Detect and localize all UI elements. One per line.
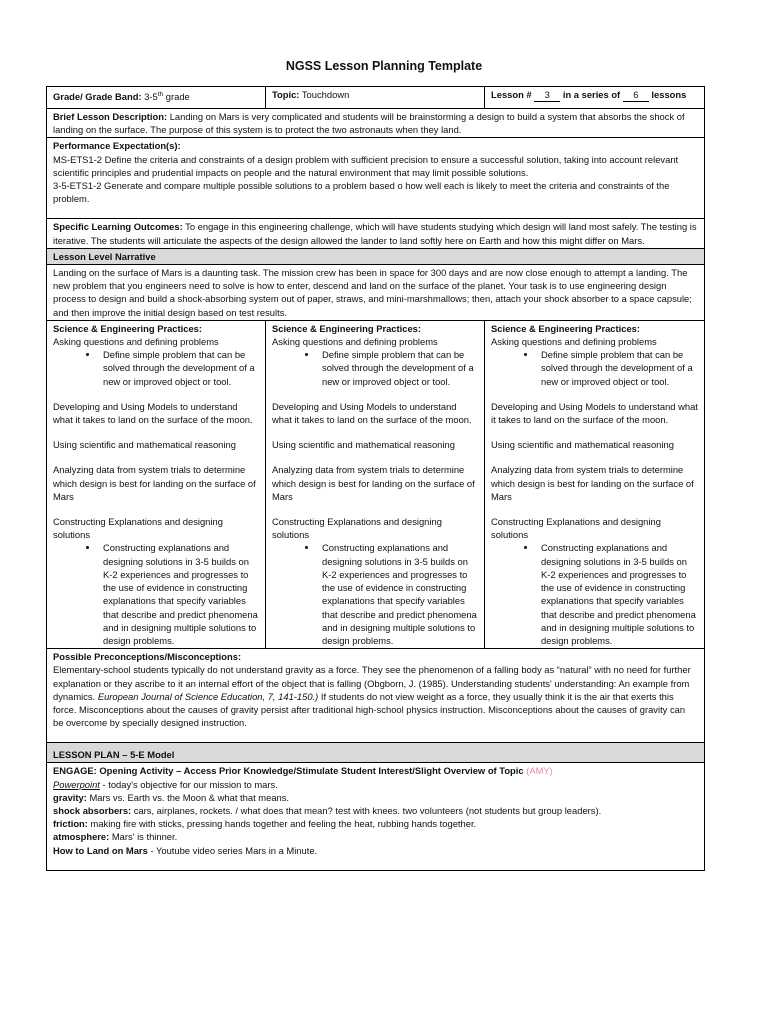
friction-line xyxy=(53,817,698,830)
atmosphere-label: atmosphere: xyxy=(53,831,110,843)
engage-tag: (AMY) xyxy=(526,765,553,777)
preconceptions-citation: European Journal of Science Education, 7, 141-150.) xyxy=(97,690,319,702)
narrative-text: Landing on the surface of Mars is a daunting task. The mission crew has been in space for 300 days and are now close enough to attempt a landing. The new problem that you engineers need to solve is how to enter, descend and land on the surface of the planet. Your task is to use engineering design process to design and build a shock-absorbing system out of paper, straws, and mini-marshmallows; then, attach your shock absorber to a space capsule; and then improve the initial design based on test results. xyxy=(53,267,692,318)
narrative-cell xyxy=(47,265,705,321)
brief-label: Brief Lesson Description: xyxy=(53,111,168,122)
land-label: How to Land on Mars xyxy=(53,844,148,856)
friction-text: making fire with sticks, pressing hands together and feeling the heat, rubbing hands together. xyxy=(87,818,477,830)
grade-sup: th xyxy=(157,91,164,98)
outcomes-cell xyxy=(47,219,705,248)
practices-heading: Science & Engineering Practices: xyxy=(53,322,203,334)
series-text: in a series of xyxy=(562,89,621,100)
practice-constructing: Constructing Explanations and designing solutions xyxy=(53,516,223,541)
narrative-heading: Lesson Level Narrative xyxy=(47,248,705,264)
narrative-row xyxy=(47,265,705,321)
brief-text: Landing on Mars is very complicated and students will be brainstorming a design to build a system that absorbs the shock of landing on the surface. The purpose of this system is to protect the two astronauts when they land. xyxy=(53,111,685,136)
practices-column-3 xyxy=(485,320,705,648)
practice-analyzing: Analyzing data from system trials to determine which design is best for landing on the surface of Mars xyxy=(491,464,694,502)
page-title: NGSS Lesson Planning Template xyxy=(285,59,483,73)
atmosphere-text: Mars' is thinner. xyxy=(109,831,178,843)
practice-asking: Asking questions and defining problems xyxy=(272,336,438,348)
header-row xyxy=(47,87,705,109)
practice-asking-bullet: • Define simple problem that can be solved through the development of a new or improved object or tool. xyxy=(537,348,698,388)
lesson-plan-heading-row xyxy=(47,743,705,763)
engage-label: ENGAGE: xyxy=(53,765,97,777)
practices-column-1 xyxy=(47,320,266,648)
practice-models: Developing and Using Models to understand what it takes to land on the surface of the moon. xyxy=(491,400,698,426)
lesson-plan-heading: LESSON PLAN – 5-E Model xyxy=(47,743,705,763)
topic-label: Topic: xyxy=(272,89,300,100)
powerpoint-line xyxy=(53,778,698,791)
gravity-text: Mars vs. Earth vs. the Moon & what that means. xyxy=(86,791,290,803)
preconceptions-text-2: If students do not view weight as a force, they usually think it is the air that exerts this force. Misconceptions about the causes of gravity persist after traditional high-school physics instruction. Misconceptions about the causes of gravity can be overcome by specially designed instruction. xyxy=(53,690,686,729)
shock-line xyxy=(53,804,698,817)
preconceptions-text: Elementary-school students typically do not understand gravity as a force. They see the phenomenon of a falling body as “natural” with no need for further explanation or they ascribe to it an internal effort of the object that is falling (Obgborn, J. (1985). Understanding students' understanding: An example from dynamics. xyxy=(53,664,691,702)
outcomes-row xyxy=(47,219,705,248)
performance-row xyxy=(47,138,705,219)
grade-value: 3-5 xyxy=(144,91,158,103)
outcomes-text: To engage in this engineering challenge, which will have students studying which design will land most safely. The testing is iterative. The students will articulate the aspects of the design allowed the lander to land softly here on Earth and how this might differ on Mars. xyxy=(53,221,697,246)
practice-models: Developing and Using Models to understand what it takes to land on the surface of the moon. xyxy=(272,400,472,426)
performance-line-2: 3-5-ETS1-2 Generate and compare multiple possible solutions to a problem based o how well each is likely to meet the criteria and constraints of the problem. xyxy=(53,180,670,205)
brief-cell xyxy=(47,109,705,138)
outcomes-label: Specific Learning Outcomes: xyxy=(53,221,183,233)
practice-models: Developing and Using Models to understand what it takes to land on the surface of the moon. xyxy=(53,400,253,426)
practices-heading: Science & Engineering Practices: xyxy=(491,322,641,334)
powerpoint-label: Powerpoint xyxy=(53,778,100,790)
practice-math: Using scientific and mathematical reasoning xyxy=(53,439,236,451)
preconceptions-label: Possible Preconceptions/Misconceptions: xyxy=(53,651,242,663)
practice-analyzing: Analyzing data from system trials to determine which design is best for landing on the surface of Mars xyxy=(53,464,256,502)
land-line xyxy=(53,844,698,857)
practice-constructing: Constructing Explanations and designing solutions xyxy=(272,516,442,541)
grade-label: Grade/ Grade Band: xyxy=(53,91,142,103)
performance-line-1: MS-ETS1-2 Define the criteria and constraints of a design problem with sufficient precision to ensure a successful solution, taking into account relevant scientific principles and prudential impacts on people and the natural environment that may limit possible solutions. xyxy=(53,153,679,178)
lesson-number: 3 xyxy=(534,88,560,102)
practice-asking-bullet: • Define simple problem that can be solved through the development of a new or improved object or tool. xyxy=(318,348,478,388)
series-count: 6 xyxy=(623,88,649,102)
gravity-line xyxy=(53,791,698,804)
engage-row xyxy=(47,763,705,870)
practice-constructing: Constructing Explanations and designing solutions xyxy=(491,516,661,541)
preconceptions-cell xyxy=(47,649,705,743)
atmosphere-line xyxy=(53,830,698,843)
friction-label: friction: xyxy=(53,818,88,830)
practice-math: Using scientific and mathematical reasoning xyxy=(491,439,674,451)
topic-value: Touchdown xyxy=(301,89,350,100)
practice-math: Using scientific and mathematical reasoning xyxy=(272,439,455,451)
lessons-text: lessons xyxy=(651,89,687,100)
powerpoint-text: - today's objective for our mission to mars. xyxy=(99,778,278,790)
gravity-label: gravity: xyxy=(53,791,87,803)
engage-cell xyxy=(47,763,705,870)
practice-asking: Asking questions and defining problems xyxy=(53,336,219,348)
brief-row xyxy=(47,109,705,138)
preconceptions-row xyxy=(47,649,705,743)
practice-asking-bullet: • Define simple problem that can be solved through the development of a new or improved object or tool. xyxy=(99,348,259,388)
practice-constructing-bullet: • Constructing explanations and designing solutions in 3-5 builds on K-2 experiences and progresses to the use of evidence in constructing explanations that specify variables that describe and predict phenomena and in designing multiple solutions to design problems. xyxy=(99,541,259,647)
land-text: - Youtube video series Mars in a Minute. xyxy=(147,844,318,856)
practice-analyzing: Analyzing data from system trials to determine which design is best for landing on the surface of Mars xyxy=(272,464,475,502)
performance-label: Performance Expectation(s): xyxy=(53,140,181,152)
practices-row xyxy=(47,320,705,648)
lesson-cell xyxy=(485,87,705,109)
practice-asking: Asking questions and defining problems xyxy=(491,336,657,348)
grade-suffix: grade xyxy=(165,91,190,103)
practice-constructing-bullet: • Constructing explanations and designing solutions in 3-5 builds on K-2 experiences and progresses to the use of evidence in constructing explanations that specify variables that describe and predict phenomena and in designing multiple solutions to design problems. xyxy=(318,541,478,647)
shock-text: cars, airplanes, rockets. / what does that mean? test with knees. two volunteers (not students but group leaders). xyxy=(131,804,602,816)
performance-cell xyxy=(47,138,705,219)
lesson-plan-table xyxy=(46,86,705,871)
grade-cell xyxy=(47,87,266,109)
practices-column-2 xyxy=(266,320,485,648)
practice-constructing-bullet: • Constructing explanations and designing solutions in 3-5 builds on K-2 experiences and progresses to the use of evidence in constructing explanations that specify variables that describe and predict phenomena and in designing multiple solutions to design problems. xyxy=(537,541,698,647)
lesson-label: Lesson # xyxy=(491,89,532,100)
engage-line xyxy=(53,764,698,777)
engage-text: Opening Activity – Access Prior Knowledge/Stimulate Student Interest/Slight Overview of Topic xyxy=(99,765,524,777)
topic-cell xyxy=(266,87,485,109)
practices-heading: Science & Engineering Practices: xyxy=(272,322,422,334)
narrative-heading-row xyxy=(47,248,705,264)
shock-label: shock absorbers: xyxy=(53,804,132,816)
